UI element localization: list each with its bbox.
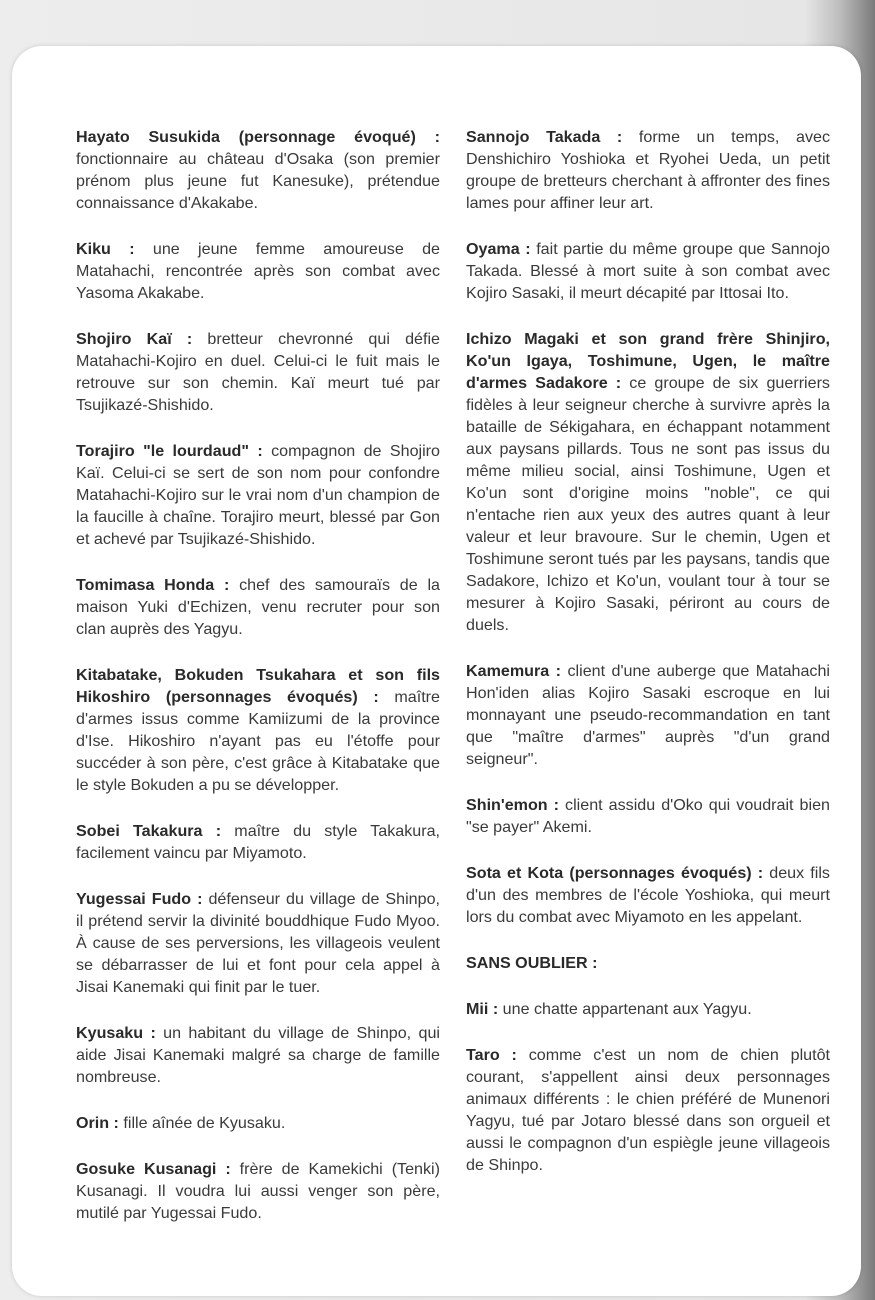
character-name: Sobei Takakura : xyxy=(76,822,222,840)
character-entry xyxy=(76,126,440,214)
character-name: Sannojo Takada : xyxy=(466,128,623,146)
character-entry xyxy=(466,660,830,770)
character-description: frère de Kamekichi (Tenki) Kusanagi. Il voudra lui aussi venger son père, mutilé par Yugessai Fudo. xyxy=(76,1160,440,1222)
character-name: Taro : xyxy=(466,1046,517,1064)
character-name: Kyusaku : xyxy=(76,1024,156,1042)
character-name: Yugessai Fudo : xyxy=(76,890,203,908)
character-name: Torajiro "le lourdaud" : xyxy=(76,442,263,460)
character-entry xyxy=(466,238,830,304)
character-description: client assidu d'Oko qui voudrait bien "se payer" Akemi. xyxy=(466,796,830,836)
character-description: compagnon de Shojiro Kaï. Celui-ci se sert de son nom pour confondre Matahachi-Kojiro sur le vrai nom d'un champion de la faucille à chaîne. Torajiro meurt, blessé par Gon et achevé par Tsujikazé-Shishido. xyxy=(76,442,440,548)
character-entry xyxy=(76,1158,440,1224)
character-entry xyxy=(76,328,440,416)
right-column xyxy=(466,126,830,1200)
character-description: une chatte appartenant aux Yagyu. xyxy=(502,1000,752,1018)
character-name: Sota et Kota (personnages évoqués) : xyxy=(466,864,764,882)
character-entry xyxy=(466,862,830,928)
character-name: Gosuke Kusanagi : xyxy=(76,1160,231,1178)
character-name: Orin : xyxy=(76,1114,119,1132)
character-entry xyxy=(76,238,440,304)
character-name: Tomimasa Honda : xyxy=(76,576,230,594)
character-description: maître d'armes issus comme Kamiizumi de la province d'Ise. Hikoshiro n'ayant pas eu l'étoffe pour succéder à son père, c'est grâce à Kitabatake que le style Bokuden a pu se développer. xyxy=(76,688,440,794)
character-description: client d'une auberge que Matahachi Hon'iden alias Kojiro Sasaki escroque en lui monnayant une pseudo-recommandation en tant que "maître d'armes" auprès "d'un grand seigneur". xyxy=(466,662,830,768)
character-name: Shojiro Kaï : xyxy=(76,330,193,348)
character-description: défenseur du village de Shinpo, il prétend servir la divinité bouddhique Fudo Myoo. À cause de ses perversions, les villageois veulent se débarrasser de lui et font pour cela appel à Jisai Kanemaki qui finit par le tuer. xyxy=(76,890,441,996)
character-description: forme un temps, avec Denshichiro Yoshioka et Ryohei Ueda, un petit groupe de bretteurs cherchant à affronter des fines lames pour affiner leur art. xyxy=(466,128,830,212)
character-name: Hayato Susukida (personnage évoqué) : xyxy=(76,128,440,146)
character-entry xyxy=(466,1044,830,1176)
character-entry xyxy=(466,998,830,1020)
character-name: Shin'emon : xyxy=(466,796,560,814)
paper-sheet xyxy=(12,46,861,1296)
character-entry xyxy=(76,888,440,998)
character-description: une jeune femme amoureuse de Matahachi, rencontrée après son combat avec Yasoma Akakabe. xyxy=(76,240,440,302)
character-entry xyxy=(466,126,830,214)
character-description: chef des samouraïs de la maison Yuki d'Echizen, venu recruter pour son clan auprès des Yagyu. xyxy=(76,576,440,638)
character-description: fille aînée de Kyusaku. xyxy=(123,1114,286,1132)
character-entry xyxy=(76,1022,440,1088)
character-entry xyxy=(466,328,830,636)
section-heading: SANS OUBLIER : xyxy=(466,954,598,972)
character-description: deux fils d'un des membres de l'école Yoshioka, qui meurt lors du combat avec Miyamoto en les appelant. xyxy=(466,864,830,926)
character-description: bretteur chevronné qui défie Matahachi-Kojiro en duel. Celui-ci le fuit mais le retrouve sur son chemin. Kaï meurt tué par Tsujikazé-Shishido. xyxy=(76,330,440,414)
character-entry xyxy=(76,664,440,796)
character-entry xyxy=(466,794,830,838)
character-description: fait partie du même groupe que Sannojo Takada. Blessé à mort suite à son combat avec Kojiro Sasaki, il meurt décapité par Ittosai Ito. xyxy=(466,240,830,302)
character-name: Kiku : xyxy=(76,240,135,258)
character-entry xyxy=(76,820,440,864)
left-column xyxy=(76,126,440,1248)
character-entry xyxy=(76,1112,440,1134)
character-description: comme c'est un nom de chien plutôt courant, s'appellent ainsi deux personnages animaux différents : le chien préféré de Munenori Yagyu, tué par Jotaro blessé dans son orgueil et aussi le compagnon d'un espiègle jeune villageois de Shinpo. xyxy=(466,1046,830,1174)
character-name: Mii : xyxy=(466,1000,499,1018)
character-name: Kitabatake, Bokuden Tsukahara et son fils Hikoshiro (personnages évoqués) : xyxy=(76,666,440,706)
character-description: maître du style Takakura, facilement vaincu par Miyamoto. xyxy=(76,822,440,862)
character-entry xyxy=(76,574,440,640)
character-description: ce groupe de six guerriers fidèles à leur seigneur cherche à survivre après la bataille de Sékigahara, en échappant notamment aux paysans pillards. Tous ne sont pas issus du même milieu social, ainsi Toshimune, Ugen et Ko'un sont d'origine moins "noble", ce qui n'entache rien aux yeux des autres quant à leur valeur et leur bravoure. Sur le chemin, Ugen et Toshimune seront tués par les paysans, tandis que Sadakore, Ichizo et Ko'un, voulant tour à tour se mesurer à Kojiro Sasaki, périront au cours de duels. xyxy=(466,374,830,634)
character-description: un habitant du village de Shinpo, qui aide Jisai Kanemaki malgré sa charge de famille nombreuse. xyxy=(76,1024,440,1086)
character-description: fonctionnaire au château d'Osaka (son premier prénom plus jeune fut Kanesuke), prétendue connaissance d'Akakabe. xyxy=(76,150,440,212)
character-entry xyxy=(76,440,440,550)
character-name: Ichizo Magaki et son grand frère Shinjiro, Ko'un Igaya, Toshimune, Ugen, le maître d'armes Sadakore : xyxy=(466,330,830,392)
character-name: Kamemura : xyxy=(466,662,562,680)
character-name: Oyama : xyxy=(466,240,531,258)
